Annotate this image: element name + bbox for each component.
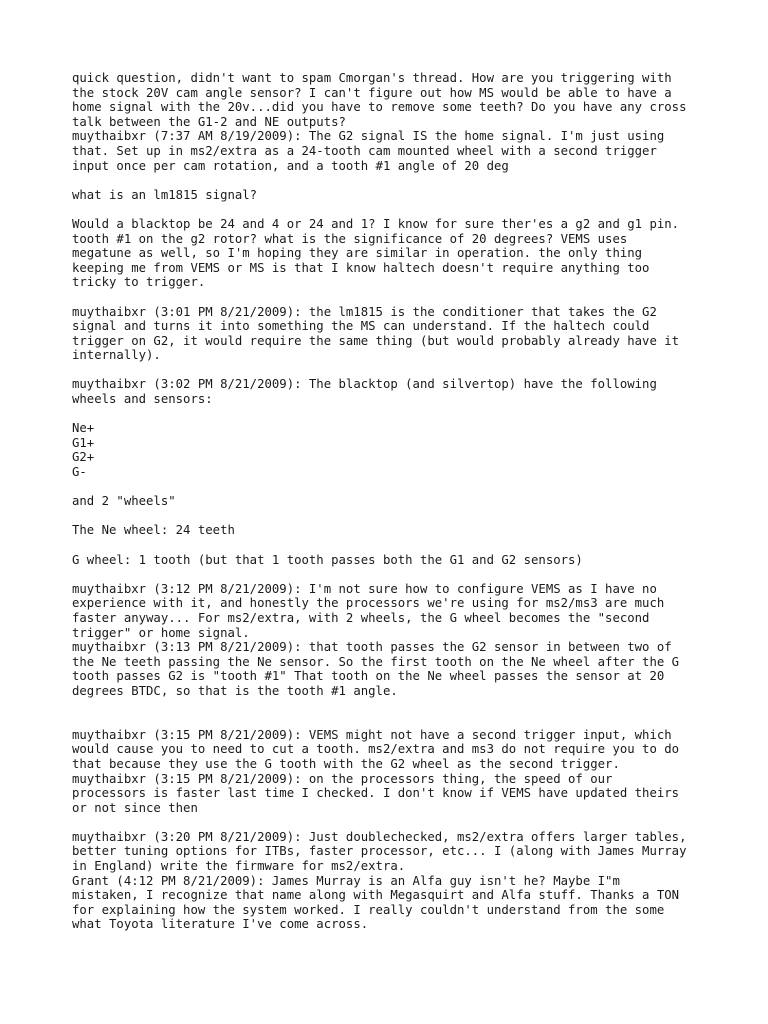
text-line: tooth passes G2 is "tooth #1" That tooth on the Ne wheel passes the sensor at 20 [72, 669, 665, 684]
text-line: the Ne teeth passing the Ne sensor. So the first tooth on the Ne wheel after the G [72, 654, 680, 669]
text-line: faster anyway... For ms2/extra, with 2 wheels, the G wheel becomes the "second [72, 610, 650, 625]
text-line: quick question, didn't want to spam Cmorgan's thread. How are you triggering with [72, 71, 672, 85]
paragraph-gap [72, 815, 712, 830]
paragraph-gap [72, 538, 712, 553]
text-line: trigger on G2, it would require the same thing (but would probably already have it [72, 333, 680, 348]
text-line: muythaibxr (3:12 PM 8/21/2009): I'm not sure how to configure VEMS as I have no [72, 581, 657, 596]
paragraph-gap [72, 363, 712, 378]
text-line: muythaibxr (7:37 AM 8/19/2009): The G2 signal IS the home signal. I'm just using [72, 129, 665, 144]
text-line: keeping me from VEMS or MS is that I know haltech doesn't require anything too [72, 260, 650, 275]
text-line: would cause you to need to cut a tooth. ms2/extra and ms3 do not require you to do [72, 742, 680, 757]
text-line: tricky to trigger. [72, 275, 206, 290]
text-line: and 2 "wheels" [72, 494, 176, 509]
text-line: internally). [72, 348, 161, 363]
text-line: experience with it, and honestly the processors we're using for ms2/ms3 are much [72, 596, 665, 611]
text-line: home signal with the 20v...did you have to remove some teeth? Do you have any cross [72, 100, 687, 115]
text-line: that because they use the G tooth with the G2 wheel as the second trigger. [72, 756, 620, 771]
text-line: processors is faster last time I checked. I don't know if VEMS have updated theirs [72, 786, 680, 801]
paragraph-gap [72, 480, 712, 495]
text-line: the stock 20V cam angle sensor? I can't figure out how MS would be able to have a [72, 85, 672, 100]
text-line: G wheel: 1 tooth (but that 1 tooth passes both the G1 and G2 sensors) [72, 552, 583, 567]
text-line: for explaining how the system worked. I really couldn't understand from the some [72, 902, 665, 917]
paragraph-gap [72, 509, 712, 524]
text-line: muythaibxr (3:01 PM 8/21/2009): the lm1815 is the conditioner that takes the G2 [72, 304, 657, 319]
paragraph-gap [72, 567, 712, 582]
text-line: muythaibxr (3:02 PM 8/21/2009): The blacktop (and silvertop) have the following [72, 377, 657, 392]
text-line: muythaibxr (3:20 PM 8/21/2009): Just doublechecked, ms2/extra offers larger tables, [72, 829, 687, 844]
paragraph-gap [72, 202, 712, 217]
text-line: muythaibxr (3:13 PM 8/21/2009): that tooth passes the G2 sensor in between two of [72, 640, 672, 655]
text-line: wheels and sensors: [72, 392, 213, 407]
paragraph-gap [72, 407, 712, 422]
text-line: G- [72, 465, 87, 480]
text-line: G2+ [72, 450, 95, 465]
paragraph-gap [72, 290, 712, 305]
text-line: Ne+ [72, 421, 95, 436]
text-line: signal and turns it into something the MS can understand. If the haltech could [72, 319, 650, 334]
text-line: tooth #1 on the g2 rotor? what is the significance of 20 degrees? VEMS uses [72, 231, 628, 246]
text-line: muythaibxr (3:15 PM 8/21/2009): VEMS might not have a second trigger input, which [72, 727, 672, 742]
text-line: talk between the G1-2 and NE outputs? [72, 114, 346, 129]
text-line: trigger" or home signal. [72, 625, 250, 640]
text-line: mistaken, I recognize that name along with Megasquirt and Alfa stuff. Thanks a TON [72, 888, 680, 903]
text-line: Would a blacktop be 24 and 4 or 24 and 1? I know for sure ther'es a g2 and g1 pin. [72, 216, 680, 231]
text-line: megatune as well, so I'm hoping they are similar in operation. the only thing [72, 246, 643, 261]
paragraph-gap [72, 699, 712, 728]
text-line: what Toyota literature I've come across. [72, 917, 369, 932]
text-line: in England) write the firmware for ms2/extra. [72, 859, 406, 874]
forum-transcript [72, 71, 712, 932]
text-line: degrees BTDC, so that is the tooth #1 angle. [72, 683, 398, 698]
text-line: Grant (4:12 PM 8/21/2009): James Murray is an Alfa guy isn't he? Maybe I"m [72, 873, 620, 888]
text-line: better tuning options for ITBs, faster processor, etc... I (along with James Murray [72, 844, 687, 859]
text-line: G1+ [72, 435, 95, 450]
text-line: or not since then [72, 800, 198, 815]
text-line: that. Set up in ms2/extra as a 24-tooth cam mounted wheel with a second trigger [72, 143, 657, 158]
text-line: The Ne wheel: 24 teeth [72, 523, 235, 538]
text-line: what is an lm1815 signal? [72, 187, 258, 202]
paragraph-gap [72, 173, 712, 188]
text-line: muythaibxr (3:15 PM 8/21/2009): on the processors thing, the speed of our [72, 771, 613, 786]
text-line: input once per cam rotation, and a tooth #1 angle of 20 deg [72, 158, 509, 173]
